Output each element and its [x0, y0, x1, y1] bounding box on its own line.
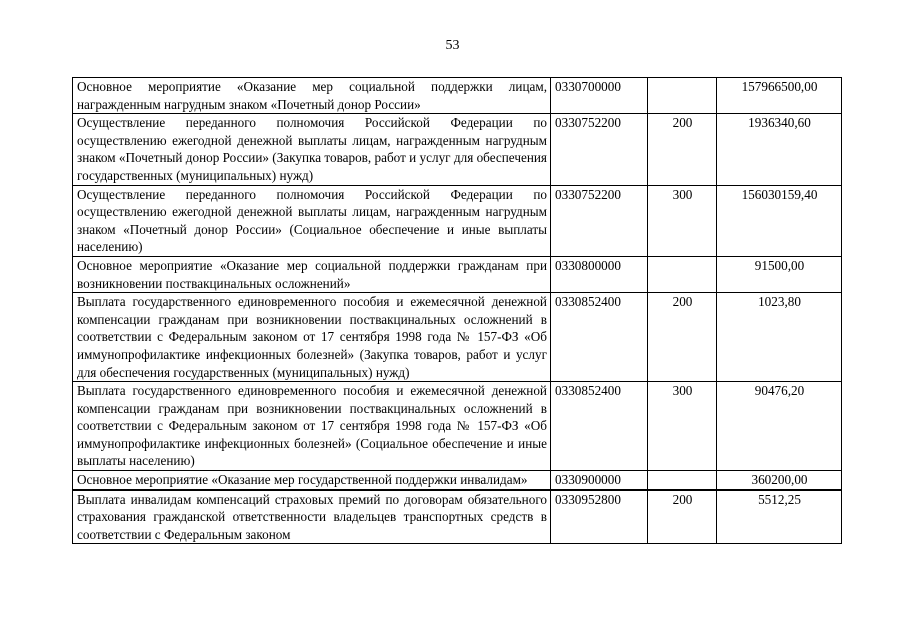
expense-name: Выплата государственного единовременного пособия и ежемесячной денежной компенсации гражданам при возникновении поствакцинальных осложнений в соответствии с Федеральным законом от 17 сентября 1998 года № 157-ФЗ «Об иммунопрофилактике инфекционных болезней» (Социальное обеспечение и иные выплаты населению) — [73, 382, 551, 471]
expense-type: 200 — [648, 490, 717, 544]
target-code: 0330752200 — [551, 185, 648, 256]
table-row — [73, 185, 842, 256]
table-row — [73, 256, 842, 292]
expense-name: Основное мероприятие «Оказание мер государственной поддержки инвалидам» — [73, 471, 551, 490]
amount: 5512,25 — [717, 490, 842, 544]
expense-name: Выплата инвалидам компенсаций страховых премий по договорам обязательного страхования гражданской ответственности владельцев транспортных средств в соответствии с Федеральным законом — [73, 490, 551, 544]
table-row — [73, 471, 842, 490]
expense-name: Осуществление переданного полномочия Российской Федерации по осуществлению ежегодной денежной выплаты лицам, награжденным нагрудным знаком «Почетный донор России» (Социальное обеспечение и иные выплаты населению) — [73, 185, 551, 256]
amount: 1936340,60 — [717, 114, 842, 185]
table-row — [73, 78, 842, 114]
amount: 90476,20 — [717, 382, 842, 471]
amount: 1023,80 — [717, 293, 842, 382]
amount: 360200,00 — [717, 471, 842, 490]
expense-name: Основное мероприятие «Оказание мер социальной поддержки гражданам при возникновении поствакцинальных осложнений» — [73, 256, 551, 292]
amount: 156030159,40 — [717, 185, 842, 256]
expense-name: Основное мероприятие «Оказание мер социальной поддержки лицам, награжденным нагрудным знаком «Почетный донор России» — [73, 78, 551, 114]
table-row — [73, 490, 842, 544]
target-code: 0330952800 — [551, 490, 648, 544]
expense-type: 300 — [648, 382, 717, 471]
expense-name: Выплата государственного единовременного пособия и ежемесячной денежной компенсации гражданам при возникновении поствакцинальных осложнений в соответствии с Федеральным законом от 17 сентября 1998 года № 157-ФЗ «Об иммунопрофилактике инфекционных болезней» (Закупка товаров, работ и услуг для обеспечения государственных (муниципальных) нужд) — [73, 293, 551, 382]
table-row — [73, 382, 842, 471]
amount: 157966500,00 — [717, 78, 842, 114]
target-code: 0330852400 — [551, 382, 648, 471]
target-code: 0330900000 — [551, 471, 648, 490]
expense-name: Осуществление переданного полномочия Российской Федерации по осуществлению ежегодной денежной выплаты лицам, награжденным нагрудным знаком «Почетный донор России» (Закупка товаров, работ и услуг для обеспечения государственных (муниципальных) нужд) — [73, 114, 551, 185]
table-row — [73, 293, 842, 382]
expense-type: 200 — [648, 293, 717, 382]
page-number: 53 — [445, 38, 460, 53]
target-code: 0330700000 — [551, 78, 648, 114]
expense-type — [648, 471, 717, 490]
expense-type — [648, 256, 717, 292]
target-code: 0330852400 — [551, 293, 648, 382]
amount: 91500,00 — [717, 256, 842, 292]
budget-table — [72, 77, 842, 544]
target-code: 0330752200 — [551, 114, 648, 185]
expense-type: 300 — [648, 185, 717, 256]
expense-type — [648, 78, 717, 114]
expense-type: 200 — [648, 114, 717, 185]
table-row — [73, 114, 842, 185]
target-code: 0330800000 — [551, 256, 648, 292]
